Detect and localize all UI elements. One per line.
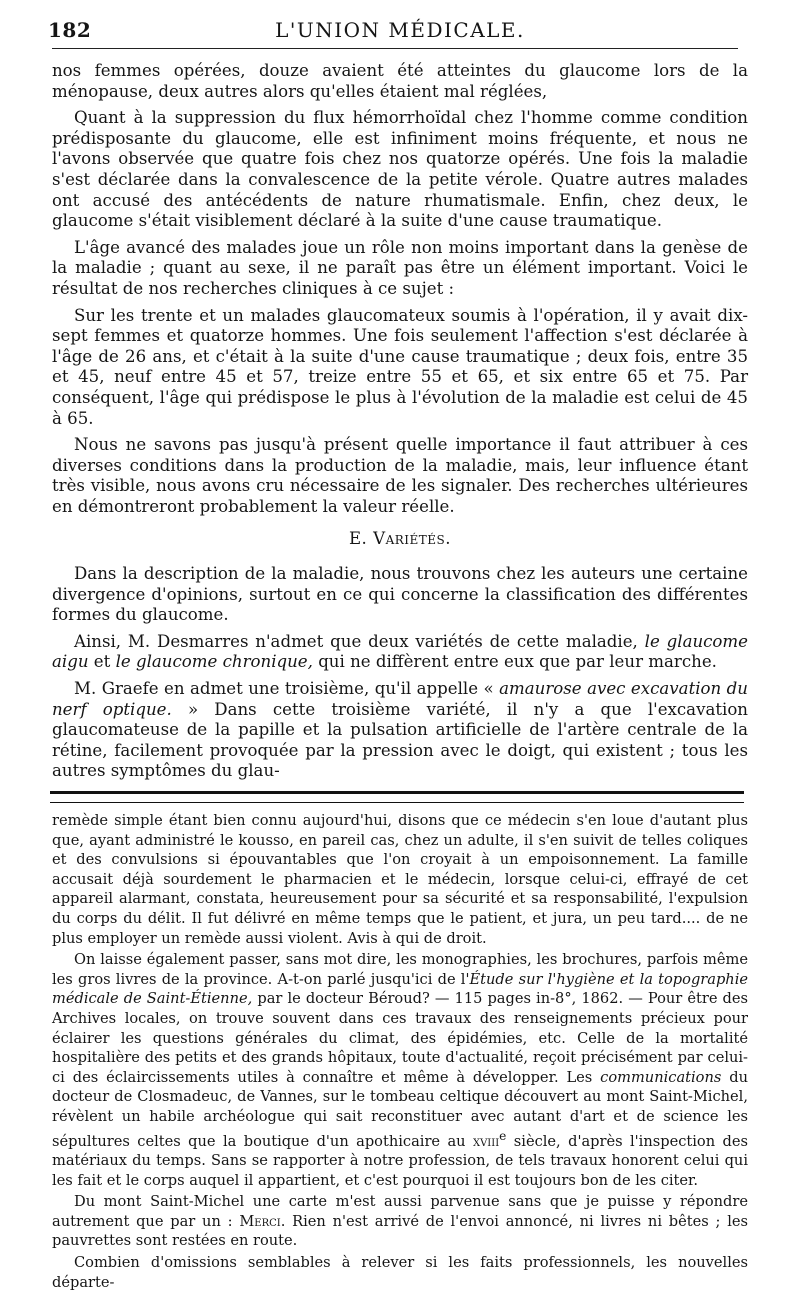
footnote-separator-thin xyxy=(50,802,744,803)
text-run: » Dans cette troisième variété, il n'y a que l'excavation glaucomateuse de la papille et la pulsation artificielle de l'artère centrale de la rétine, facilement provoquée par la pression avec le doigt, qui existent ; tous les autres symptômes du glau- xyxy=(52,699,748,781)
paragraph: L'âge avancé des malades joue un rôle non moins important dans la genèse de la maladie ; quant au sexe, il ne paraît pas être un élément important. Voici le résultat de nos recherches cliniques à ce sujet : xyxy=(52,237,748,298)
emphasis: Étude sur l'hygiène et la topographie médicale de Saint-Étienne, xyxy=(52,970,749,1008)
text-run: M. Graefe en admet une troisième, qu'il appelle « xyxy=(74,679,494,699)
paragraph xyxy=(52,679,748,782)
paragraph: Sur les trente et un malades glaucomateux soumis à l'opération, il y avait dix-sept femmes et quatorze hommes. Une fois seulement l'affection s'est déclarée à l'âge de 26 ans, et c'était à la suite d'une cause traumatique ; deux fois, entre 35 et 45, neuf entre 45 et 57, treize entre 55 et 65, et six entre 65 et 75. Par conséquent, l'âge qui prédispose le plus à l'évolution de la maladie est celui de 45 à 65. xyxy=(52,305,748,428)
text-run: Ainsi, M. Desmarres n'admet que deux variétés de cette maladie, xyxy=(74,631,638,651)
text-run: siècle, d'après l'inspection des matériaux du temps. Sans se rapporter à notre profession, de tels travaux honorent celui qui les fait et le corps auquel il appartient, et c'est pourquoi il est toujours bon de les citer. xyxy=(52,1132,748,1189)
section-label: E. xyxy=(348,529,368,549)
paragraph: Nous ne savons pas jusqu'à présent quelle importance il faut attribuer à ces diverses conditions dans la production de la maladie, mais, leur influence étant très visible, nous avons cru nécessaire de les signaler. Des recherches ultérieures en démontreront probablement la valeur réelle. xyxy=(52,435,748,516)
paragraph: Dans la description de la maladie, nous trouvons chez les auteurs une certaine divergence d'opinions, surtout en ce qui concerne la classification des différentes formes du glaucome. xyxy=(52,564,748,625)
footnote-paragraph xyxy=(52,1192,748,1251)
paragraph: Quant à la suppression du flux hémorrhoïdal chez l'homme comme condition prédisposante du glaucome, elle est infiniment moins fréquente, et nous ne l'avons observée que quatre fois chez nos quatorze opérés. Une fois la maladie s'est déclarée dans la convalescence de la petite vérole. Quatre autres malades ont accusé des antécédents de nature rhumatismale. Enfin, chez deux, le glaucome s'était visiblement déclaré à la suite d'une cause traumatique. xyxy=(52,108,748,231)
emphasis: le glaucome chronique, xyxy=(115,652,313,672)
emphasis: communications xyxy=(600,1068,722,1086)
page-header xyxy=(48,12,748,46)
footnote-paragraph: remède simple étant bien connu aujourd'hui, disons que ce médecin s'en loue d'autant plus que, ayant administré le kousso, en pareil cas, chez un adulte, il s'en suivit de telles coliques et des convulsions si épouvantables que l'on croyait à un empoisonnement. La famille accusait déjà sourdement le pharmacien et le médecin, lorsque celui-ci, effrayé de cet appareil alarmant, constata, heureusement pour sa sécurité et sa responsabilité, l'expulsion du corps du délit. Il fut délivré en même temps que le patient, et jura, un peu tard.... de ne plus employer un remède aussi violent. Avis à qui de droit. xyxy=(52,812,748,947)
text-run: par le docteur Béroud? — 115 pages in-8°, 1862. — Pour être des Archives locales, on trouve souvent dans ces travaux des renseignements précieux pour éclairer les questions générales du climat, des épidémies, etc. Celle de la mortalité hospitalière des petits et des grands hôpitaux, toute d'actualité, reçoit précisément par celui-ci des éclaircissements utiles à connaître et même à développer. Les xyxy=(52,990,749,1086)
footnote-paragraph: Combien d'omissions semblables à relever si les faits professionnels, les nouvelles départe- xyxy=(52,1253,748,1291)
text-run: du docteur de Closmadeuc, de Vannes, sur le tombeau celtique découvert au mont Saint-Michel, révèlent un habile archéologue qui sait reconstituer avec autant d'art et de science les sépultures celtes que la boutique d'un apothicaire au xyxy=(52,1068,748,1150)
text-run: On laisse également passer, sans mot dire, les monographies, les brochures, parfois même les gros livres de la province. A-t-on parlé jusqu'ici de l' xyxy=(52,951,748,988)
text-run: Du mont Saint-Michel une carte m'est aussi parvenue sans que je puisse y répondre autrement que par un : xyxy=(52,1193,748,1230)
text-run: qui ne diffèrent entre eux que par leur marche. xyxy=(318,652,717,672)
section-title: Variétés. xyxy=(373,529,452,549)
running-title: L'UNION MÉDICALE. xyxy=(275,18,525,42)
text-run: Rien n'est arrivé de l'envoi annoncé, ni livres ni bêtes ; les pauvrettes sont restées en route. xyxy=(52,1212,749,1250)
small-caps-word: Merci. xyxy=(239,1212,286,1230)
emphasis: le glaucome aigu xyxy=(52,631,748,672)
main-text xyxy=(52,61,748,782)
page-number: 182 xyxy=(48,18,92,42)
paragraph xyxy=(52,632,748,673)
footnote-separator xyxy=(50,791,744,794)
footnote-text xyxy=(52,811,748,1292)
section-heading xyxy=(52,529,748,550)
emphasis: amaurose avec excavation du nerf optique. xyxy=(52,679,748,719)
paragraph: nos femmes opérées, douze avaient été atteintes du glaucome lors de la ménopause, deux autres alors qu'elles étaient mal réglées, xyxy=(52,61,748,101)
text-run: et xyxy=(93,652,111,672)
header-rule xyxy=(52,48,738,49)
footnote-paragraph xyxy=(52,950,748,1190)
superscript: e xyxy=(499,1128,507,1143)
century-numeral: xviii xyxy=(472,1132,500,1150)
